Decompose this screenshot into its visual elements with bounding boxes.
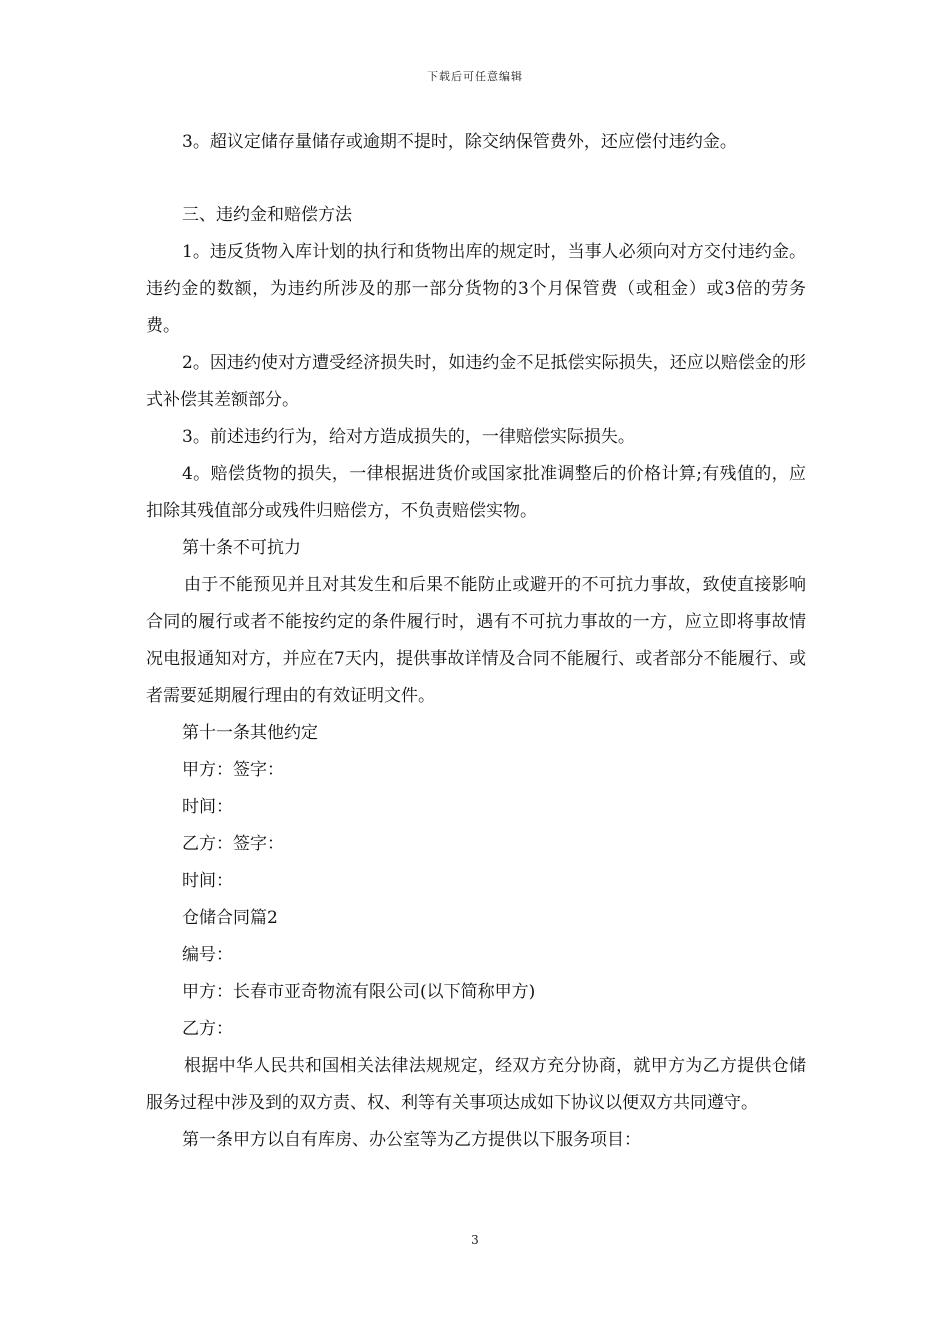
party-b-name: 乙方： (182, 1019, 233, 1039)
contract-preamble: 根据中华人民共和国相关法律法规规定，经双方充分协商，就甲方为乙方提供仓储服务过程中涉及到的双方责、权、利等有关事项达成如下协议以便双方共同遵守。 (146, 1056, 806, 1113)
clause-penalty-3: 3。前述违约行为，给对方造成损失的，一律赔偿实际损失。 (182, 427, 635, 447)
contract-2-title: 仓储合同篇2 (182, 908, 278, 928)
page-number: 3 (471, 1233, 479, 1247)
clause-penalty-2: 2。因违约使对方遭受经济损失时，如违约金不足抵偿实际损失，还应以赔偿金的形式补偿其差额部分。 (146, 353, 806, 410)
article-10-heading: 第十条不可抗力 (182, 538, 301, 558)
contract-number-label: 编号： (182, 945, 233, 965)
section-heading-penalty: 三、违约金和赔偿方法 (182, 205, 352, 225)
page-header: 下载后可任意编辑 (427, 70, 523, 83)
document-body (146, 124, 806, 1159)
article-11-heading: 第十一条其他约定 (182, 723, 318, 743)
article-1-heading: 第一条甲方以自有库房、办公室等为乙方提供以下服务项目： (182, 1130, 641, 1150)
article-10-body: 由于不能预见并且对其发生和后果不能防止或避开的不可抗力事故，致使直接影响合同的履行或者不能按约定的条件履行时，遇有不可抗力事故的一方，应立即将事故情况电报通知对方，并应在7天内，提供事故详情及合同不能履行、或者部分不能履行、或者需要延期履行理由的有效证明文件。 (146, 575, 806, 706)
party-a-time: 时间： (182, 797, 233, 817)
paragraph-spacer (146, 161, 806, 197)
party-a-signature: 甲方：签字： (182, 760, 284, 780)
party-a-name: 甲方：长春市亚奇物流有限公司(以下简称甲方) (182, 982, 536, 1002)
clause-overstorage: 3。超议定储存量储存或逾期不提时，除交纳保管费外，还应偿付违约金。 (182, 132, 737, 152)
party-b-signature: 乙方：签字： (182, 834, 284, 854)
party-b-time: 时间： (182, 871, 233, 891)
clause-penalty-4: 4。赔偿货物的损失，一律根据进货价或国家批准调整后的价格计算;有残值的，应扣除其残值部分或残件归赔偿方，不负责赔偿实物。 (146, 464, 806, 521)
clause-penalty-1: 1。违反货物入库计划的执行和货物出库的规定时，当事人必须向对方交付违约金。违约金的数额，为违约所涉及的那一部分货物的3个月保管费（或租金）或3倍的劳务费。 (146, 242, 806, 336)
